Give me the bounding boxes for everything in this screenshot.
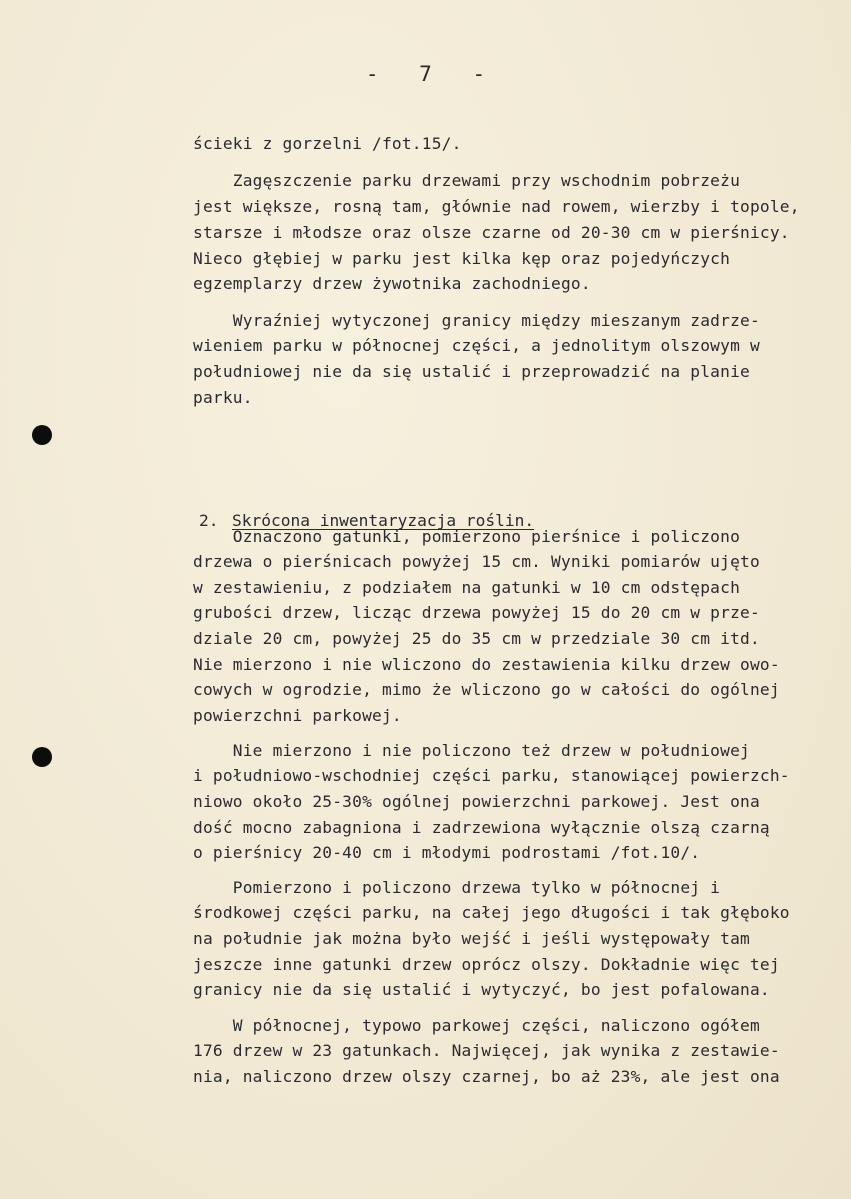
text-line: starsze i młodsze oraz olsze czarne od 20-30 cm w pierśnicy. (193, 223, 790, 242)
text-line: drzewa o pierśnicach powyżej 15 cm. Wyniki pomiarów ujęto (193, 552, 760, 571)
text-line: grubości drzew, licząc drzewa powyżej 15 do 20 cm w prze- (193, 603, 760, 622)
text-line: nia, naliczono drzew olszy czarnej, bo aż 23%, ale jest ona (193, 1067, 780, 1086)
text-line: Nie mierzono i nie wliczono do zestawienia kilku drzew owo- (193, 655, 780, 674)
text-line: Zagęszczenie parku drzewami przy wschodnim pobrzeżu (193, 171, 741, 190)
hole-punch-bottom (32, 747, 52, 767)
page-number: - 7 - (365, 62, 500, 86)
text-line: granicy nie da się ustalić i wytyczyć, bo jest pofalowana. (193, 980, 770, 999)
text-line: środkowej części parku, na całej jego długości i tak głęboko (193, 903, 790, 922)
text-line: ścieki z gorzelni /fot.15/. (193, 134, 462, 153)
text-line: Nieco głębiej w parku jest kilka kęp oraz pojedyńczych (193, 249, 731, 268)
text-line: na południe jak można było wejść i jeśli występowały tam (193, 929, 750, 948)
text-line: wieniem parku w północnej części, a jednolitym olszowym w (193, 336, 760, 355)
text-line: dziale 20 cm, powyżej 25 do 35 cm w przedziale 30 cm itd. (193, 629, 760, 648)
text-line: Pomierzono i policzono drzewa tylko w północnej i (193, 878, 721, 897)
text-line: Oznaczono gatunki, pomierzono pierśnice i policzono (193, 527, 741, 546)
text-line: o pierśnicy 20-40 cm i młodymi podrostami /fot.10/. (193, 843, 701, 862)
text-line: parku. (193, 388, 253, 407)
text-line: jeszcze inne gatunki drzew oprócz olszy. Dokładnie więc tej (193, 955, 780, 974)
section-number: 2. (198, 511, 219, 530)
text-line: cowych w ogrodzie, mimo że wliczono go w całości do ogólnej (193, 680, 780, 699)
text-line: Wyraźniej wytyczonej granicy między mieszanym zadrze- (193, 311, 760, 330)
text-line: W północnej, typowo parkowej części, naliczono ogółem (193, 1016, 760, 1035)
text-line: jest większe, rosną tam, głównie nad rowem, wierzby i topole, (193, 197, 800, 216)
text-line: niowo około 25-30% ogólnej powierzchni parkowej. Jest ona (193, 792, 760, 811)
hole-punch-top (32, 425, 52, 445)
text-line: 176 drzew w 23 gatunkach. Najwięcej, jak wynika z zestawie- (193, 1041, 780, 1060)
text-line: egzemplarzy drzew żywotnika zachodniego. (193, 274, 591, 293)
text-line: południowej nie da się ustalić i przeprowadzić na planie (193, 362, 750, 381)
text-line: i południowo-wschodniej części parku, stanowiącej powierzch- (193, 766, 790, 785)
section-title: Skrócona inwentaryzacja roślin. (231, 511, 535, 530)
text-line: dość mocno zabagniona i zadrzewiona wyłącznie olszą czarną (193, 818, 770, 837)
text-line: powierzchni parkowej. (193, 706, 402, 725)
text-line: Nie mierzono i nie policzono też drzew w południowej (193, 741, 750, 760)
text-line: w zestawieniu, z podziałem na gatunki w 10 cm odstępach (193, 578, 741, 597)
